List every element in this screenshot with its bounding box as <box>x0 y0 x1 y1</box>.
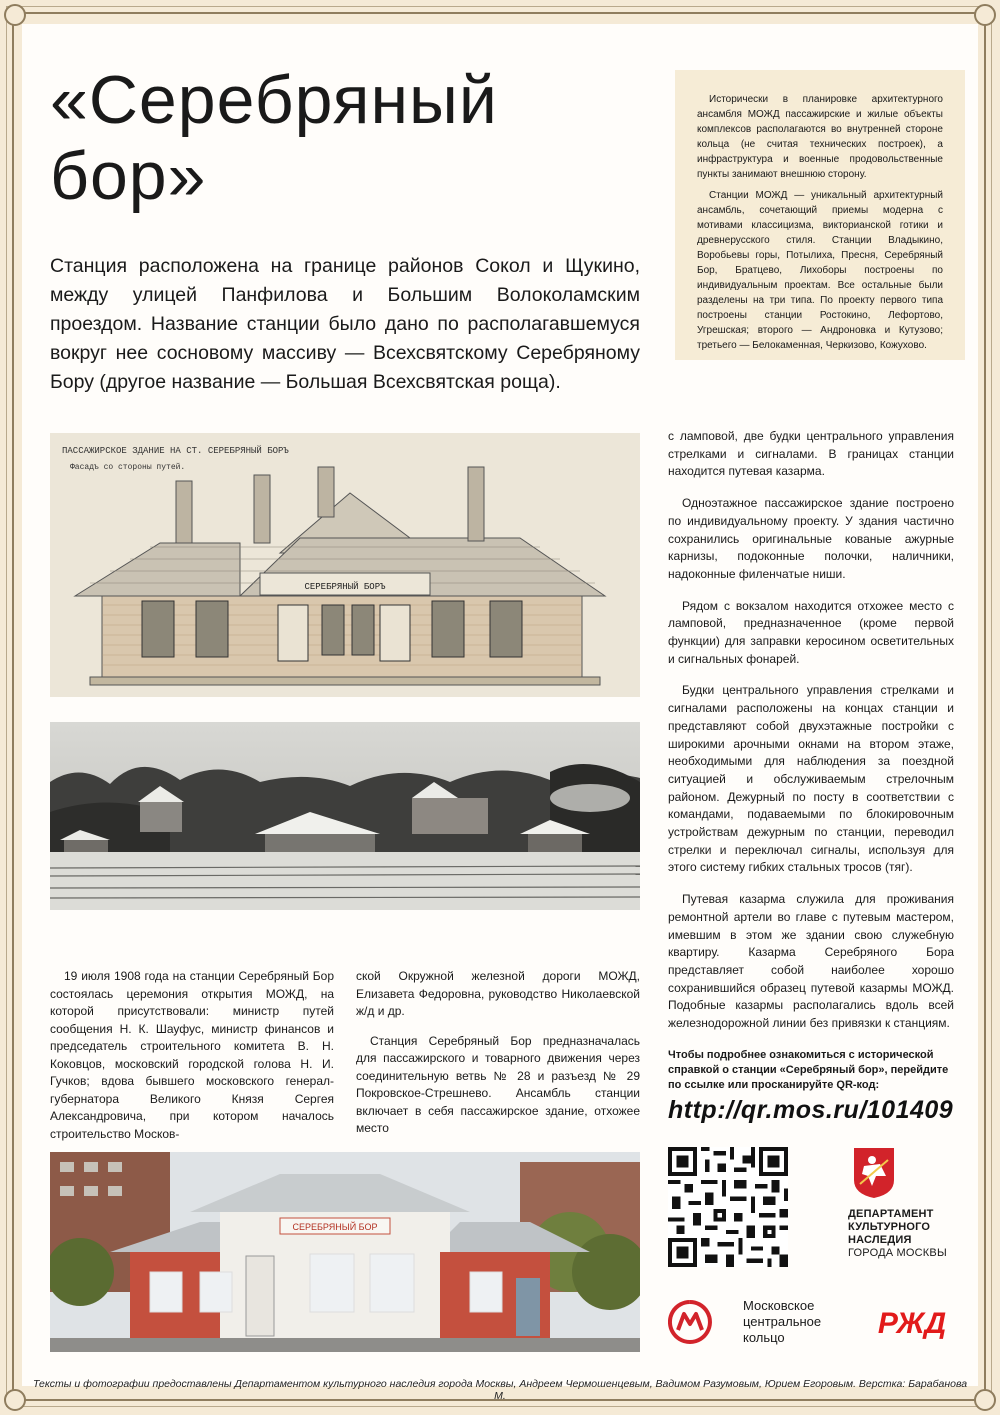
department-name-line: НАСЛЕДИЯ <box>848 1234 912 1246</box>
rzd-logo-text: РЖД <box>877 1307 947 1340</box>
mck-name <box>743 1298 853 1346</box>
corner-ornament <box>4 4 26 26</box>
moscow-coat-of-arms-icon <box>852 1146 896 1200</box>
info-link[interactable]: http://qr.mos.ru/101409 <box>668 1096 954 1124</box>
right-text-column <box>668 428 954 1047</box>
info-paragraph: Станции МОЖД — уникальный архитектурный ансамбль, сочетающий приемы модерна с мотивами классицизма, викторианской готики и древнерусского стиля. Станции Владыкино, Воробьевы горы, Потылиха, Пресня, Серебряный Бор, Братцево, Лихоборы построены по индивидуальным проектам. Все остальные были разделены на три типа. По проекту первого типа построены станции Ростокино, Лефортово, Угрешская; второго — Андроновка и Кутузово; третьего — Белокаменная, Черкизово, Кожухово. <box>697 190 943 351</box>
mck-name-line: Московское <box>743 1298 815 1313</box>
drawing-subcaption: Фасадъ со стороны путей. <box>70 463 186 472</box>
body-paragraph: Станция Серебряный Бор предназначалась для пассажирского и товарного движения через соединительную ветвь № 28 и разъезд № 29 Покровское-Стрешнево. Ансамбль станции включает в себя пассажирское здание, отхожее место <box>356 1033 640 1135</box>
title-line: «Серебряный <box>50 62 498 138</box>
corner-ornament <box>4 1389 26 1411</box>
corner-ornament <box>974 4 996 26</box>
body-paragraph: 19 июля 1908 года на станции Серебряный Бор состоялась церемония открытия МОЖД, на которой присутствовали: министр путей сообщения Н. К. Шауфус, министр финансов и председатель строительного комитета В. Н. Коковцов, московский городской голова Н. И. Гучков; вдова бывшего московского генерал-губернатора Великого Князя Сергея Александровича, при котором началось строительство Москов- <box>50 969 334 1141</box>
title-line: бор» <box>50 138 207 214</box>
mck-logo-icon <box>668 1300 712 1344</box>
bottom-middle-text-column <box>356 968 640 1150</box>
body-paragraph: с ламповой, две будки центрального управления стрелками и сигналами. В границах станции находится путевая казарма. <box>668 429 954 479</box>
corner-ornament <box>974 1389 996 1411</box>
drawing-station-sign: СЕРЕБРЯНЫЙ БОРЪ <box>304 582 386 592</box>
body-paragraph: Рядом с вокзалом находится отхожее место с ламповой, предназначенное (кроме первой функции) для заправки керосином осветительных и сигнальных фонарей. <box>668 598 954 666</box>
info-paragraph: Исторически в планировке архитектурного ансамбля МОЖД пассажирские и жилые объекты комплексов располагаются во внутренней стороне кольца (не считая технических построек), а инфраструктура и военные продовольственные пункты занимают внешнюю сторону. <box>697 94 943 180</box>
credits-footer: Тексты и фотографии предоставлены Департаментом культурного наследия города Москвы, Андреем Чермошенцевым, Вадимом Разумовым, Юрием Егоровым. Верстка: Барабанова М. <box>32 1378 968 1402</box>
page-title <box>50 62 650 214</box>
body-paragraph: Одноэтажное пассажирское здание построено по индивидуальному проекту. У здания частично сохранились оригинальные кованые ажурные карнизы, подоконные полочки, наличники, надоконные филенчатые ниши. <box>668 496 954 581</box>
info-box <box>675 70 965 360</box>
modern-station-sign: СЕРЕБРЯНЫЙ БОР <box>292 1222 378 1232</box>
mck-name-line: кольцо <box>743 1330 785 1345</box>
department-name-line: КУЛЬТУРНОГО <box>848 1221 931 1233</box>
lead-paragraph: Станция расположена на границе районов Сокол и Щукино, между улицей Панфилова и Большим Волоколамским проездом. Название станции было дано по располагавшемуся вокруг нее сосновому массиву — Всехсвятскому Серебряному Бору (другое название — Большая Всехсвятская роща). <box>50 255 640 393</box>
department-block <box>848 1146 958 1260</box>
historic-station-photo <box>50 722 640 910</box>
rzd-logo-icon <box>872 1303 952 1343</box>
body-paragraph: ской Окружной железной дороги МОЖД, Елизавета Федоровна, руководство Николаевской ж/д и др. <box>356 969 640 1018</box>
department-name-line: ДЕПАРТАМЕНТ <box>848 1208 934 1220</box>
modern-station-photo <box>50 1152 640 1352</box>
drawing-caption: ПАССАЖИРСКОЕ ЗДАНИЕ НА СТ. СЕРЕБРЯНЫЙ БОРЪ <box>62 446 289 456</box>
bottom-left-text-column <box>50 968 334 1155</box>
mck-name-line: центральное <box>743 1314 822 1329</box>
historic-facade-drawing <box>50 433 640 697</box>
qr-code[interactable] <box>668 1147 788 1267</box>
more-info-text: Чтобы подробнее ознакомиться с исторической справкой о станции «Серебряный бор», перейдите по ссылке или просканируйте QR-код: <box>668 1049 949 1091</box>
body-paragraph: Будки центрального управления стрелками и сигналами расположены на концах станции и представляют собой двухэтажные постройки с широкими арочными окнами на втором этаже, необходимыми для наблюдения за поездной ситуацией и обслуживаемым стрелочным районом. Дежурный по посту в соответствии с командами, подаваемыми по блокировочным устройствам дежурным по станции, переводил стрелки и переключал сигналы, используя для этого систему гибких стальных тросов (тяг). <box>668 683 954 875</box>
body-paragraph: Путевая казарма служила для проживания ремонтной артели во главе с путевым мастером, имевшим в этом же здании свою служебную квартиру. Казарма Серебряного Бора представляет собой наиболее хорошо сохранившийся образец путевой казармы МОЖД. Подобные казармы располагались вдоль всей железнодорожной линии без привязки к станциям. <box>668 892 954 1031</box>
department-name-line: ГОРОДА МОСКВЫ <box>848 1247 947 1259</box>
